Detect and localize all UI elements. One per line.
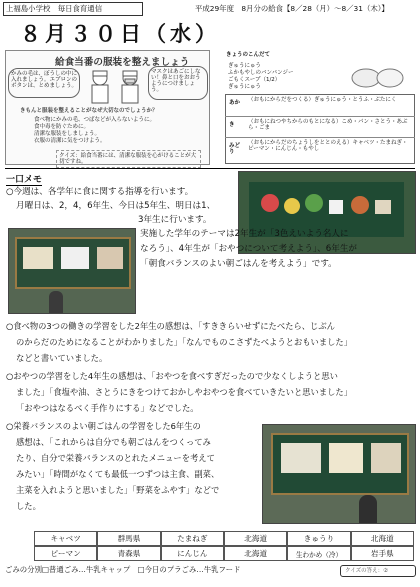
origin-table: [34, 531, 414, 561]
memo-para4-line3: たり、自分で栄養バランスのとれたメニューを考えて: [16, 453, 215, 463]
memo-label: 一口メモ: [6, 172, 42, 186]
memo-para4-line2: 感想は、「これからは自分でも朝ごはんをつくってみ: [16, 437, 211, 447]
memo-para2-line1: ○食べ物の3つの働きの学習をした2年生の感想は、「すききらいせずにたべたら、じぶん: [6, 321, 335, 331]
table-cell: 群馬県: [97, 531, 160, 546]
menu-heading: きょうのこんだて: [226, 52, 271, 58]
table-cell: 生わかめ（冷）: [287, 546, 350, 561]
memo-para4-line4: みたい」「時間がなくても最低一つずつは主食、副菜、: [16, 469, 220, 479]
table-cell: にんじん: [161, 546, 224, 561]
menu-line-1: ぎゅうにゅう: [228, 63, 261, 69]
memo-para1-line5: なろう」、4年生が「おやつについて考えよう」、6年生が: [140, 244, 358, 254]
garbage-sorting: ごみの分別□普通ごみ…牛乳キャップ □今日のプラごみ…牛乳フード: [5, 565, 241, 574]
memo-para2-line3: などと書いていました。: [16, 353, 108, 363]
poster-item-3: 清潔な服装をしましょう。: [34, 131, 101, 137]
poster-item-4: 衣服の清潔に気をつけよう。: [34, 138, 106, 144]
photo-food-poster: [238, 171, 416, 254]
table-cell: きゅうり: [287, 531, 350, 546]
memo-para1-line2: 月曜日は、2，4，6年生、今日は5年生、明日は1、: [16, 201, 216, 211]
memo-para3-line3: 「おやつはなるべく手作りにする」などでした。: [16, 403, 199, 413]
memo-para4-line6: した。: [16, 501, 41, 511]
menu-line-2: ふかもやしのバンバンジー: [228, 70, 294, 76]
child-figure-right: [118, 70, 142, 104]
table-cell: 北海道: [224, 546, 287, 561]
memo-para1-line6: 「朝食バランスのよい朝ごはんを考えよう」です。: [140, 259, 337, 269]
page-title: ８月３０日（水）: [20, 22, 220, 46]
memo-para4-line1: ○栄養バランスのよい朝ごはんの学習をした6年生の: [6, 421, 201, 431]
menu-period: 平成29年度 8月分の給食【8／28（月）～8／31（木）】: [195, 4, 389, 13]
memo-para1-line4: 実施した学年のテーマは2年生が「3色えいよう名人に: [140, 229, 349, 239]
menu-divider-1: [225, 116, 415, 117]
memo-para4-line5: 主菜を入れようと思いました」「野菜をふやす」などで: [16, 485, 220, 495]
photo-classroom-left: [8, 228, 136, 314]
table-cell: 北海道: [351, 531, 414, 546]
poster-item-1: 食べ物にかみの毛、つばなどが入らないように。: [34, 117, 156, 123]
poster-bubble-left: かみの毛は、ぼうしの中に入れましょう。エプロンのボタンは、とめましょう。: [8, 68, 80, 98]
quiz-answer: クイズの答え：②: [340, 565, 416, 577]
menu-group-label-red: あか: [229, 100, 241, 106]
poster-bubble-right: マスクはあごにしない！鼻と口をおおうようにつけましょう。: [148, 66, 208, 100]
menu-divider-2: [225, 137, 415, 138]
rice-bowl-icon: [350, 62, 406, 90]
poster-question: きもんと服装を整えることがなぜ大切なのでしょうか？: [20, 108, 158, 114]
menu-line-4: ぎゅうにゅう: [228, 84, 261, 90]
menu-line-3: ごもくスープ（1/2）: [228, 77, 281, 83]
menu-group-text-green: （おもにからだのちょうしをととのえる）キャベツ・たまねぎ・ピーマン・にんじん・もやし: [248, 140, 408, 153]
child-figure-left: [88, 70, 112, 104]
memo-para1-line1: ○今週は、各学年に食に関する指導を行います。: [6, 187, 194, 197]
school-name: 上福島小学校 毎日食育通信: [6, 4, 103, 13]
poster-title: 給食当番の服装を整えましょう: [55, 57, 190, 68]
table-cell: 北海道: [224, 531, 287, 546]
table-cell: キャベツ: [34, 531, 97, 546]
memo-para1-line3: 3年生に行います。: [138, 215, 212, 225]
menu-group-label-green: みどり: [229, 143, 241, 156]
menu-group-label-yellow: き: [229, 122, 235, 128]
poster-footer: クイズ：給食当番には、清潔な服装を心がけることが大切ですね。: [56, 150, 201, 168]
table-cell: 青森県: [97, 546, 160, 561]
memo-para2-line2: のからだのためになることがわかりました」「なんでものこさずたべようとおもいました」: [16, 337, 353, 347]
table-cell: ピーマン: [34, 546, 97, 561]
photo-classroom-right: [262, 424, 416, 524]
memo-para3-line1: ○おやつの学習をした4年生の感想は、「おやつを食べすぎだったので少なくしようと思い: [6, 371, 338, 381]
menu-group-text-yellow: （おもにねつやちからのもとになる）こめ・パン・さとう・あぶら・ごま: [248, 119, 408, 132]
menu-group-text-red: （おもにからだをつくる）ぎゅうにゅう・とうふ・ぶたにく: [248, 97, 397, 103]
table-cell: たまねぎ: [161, 531, 224, 546]
table-cell: 岩手県: [351, 546, 414, 561]
memo-para3-line2: ました」「食塩や油、さとうにきをつけておかしやおやつを食べていきたいと思いました」: [16, 387, 353, 397]
section-divider: [5, 168, 415, 169]
poster-item-2: 食中毒を防ぐために。: [34, 124, 90, 130]
